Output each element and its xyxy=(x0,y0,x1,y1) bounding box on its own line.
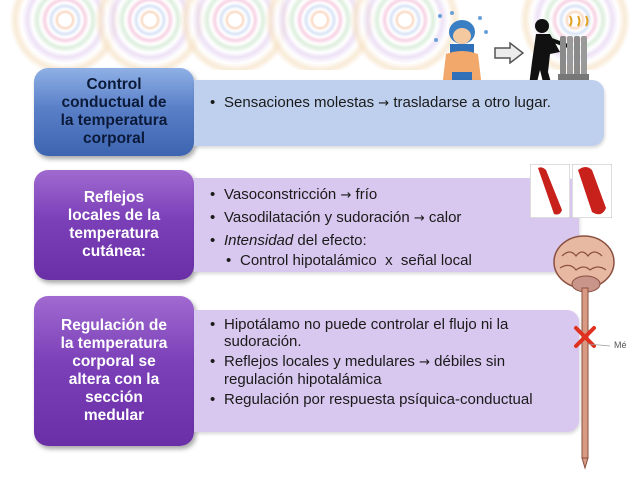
section-body-3 xyxy=(194,310,579,432)
bullet-item: • Vasoconstricción → frío xyxy=(208,186,567,204)
arrow-right-icon xyxy=(494,42,524,64)
section-title-3: Regulación de la temperatura corporal se altera con la sección medular xyxy=(34,296,194,446)
person-heater-illustration xyxy=(526,12,596,88)
vasodilation-vessel-icon xyxy=(572,164,612,218)
section-body-2 xyxy=(194,178,579,272)
bullet-item: • Intensidad del efecto: xyxy=(208,232,567,249)
section-body-1 xyxy=(194,80,604,146)
vasoconstriction-vessel-icon xyxy=(530,164,570,218)
bullet-item: • Vasodilatación y sudoración → calor xyxy=(208,209,567,227)
bullet-item: • Regulación por respuesta psíquica-conductual xyxy=(208,391,567,408)
bullet-item: • Reflejos locales y medulares → débiles sin regulación hipotalámica xyxy=(208,353,567,388)
bullet-item: • Sensaciones molestas → trasladarse a otro lugar. xyxy=(208,94,592,112)
side-annotation-label: Mé xyxy=(614,340,627,350)
sub-bullet-item: • Control hipotalámico x señal local xyxy=(208,252,567,269)
brain-spinal-cord-illustration xyxy=(552,232,616,470)
section-title-2: Reflejos locales de la temperatura cutánea: xyxy=(34,170,194,280)
section-title-1: Control conductual de la temperatura corporal xyxy=(34,68,194,156)
bullet-item: • Hipotálamo no puede controlar el flujo ni la sudoración. xyxy=(208,316,567,350)
